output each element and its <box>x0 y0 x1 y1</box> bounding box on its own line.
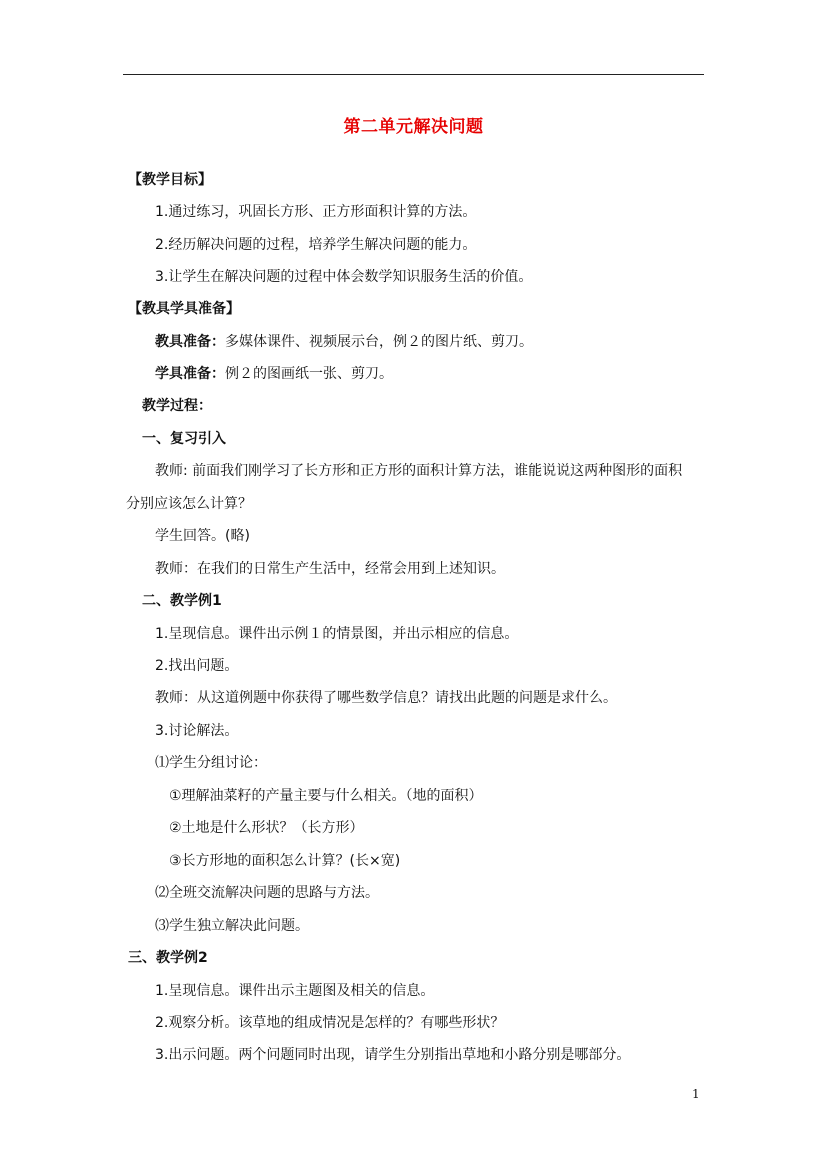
example-1-question-2: ②土地是什么形状？（长方形） <box>169 820 364 836</box>
objective-1: 1.通过练习，巩固长方形、正方形面积计算的方法。 <box>155 204 477 220</box>
example-1-sub-1: ⑴学生分组讨论： <box>155 755 267 771</box>
heading-example-1: 二、教学例1 <box>142 593 222 609</box>
heading-preparation: 【教具学具准备】 <box>128 301 240 317</box>
example-1-step-2: 2.找出问题。 <box>155 658 239 674</box>
page-number: 1 <box>692 1087 700 1101</box>
example-2-step-3: 3.出示问题。两个问题同时出现，请学生分别指出草地和小路分别是哪部分。 <box>155 1047 631 1063</box>
example-1-sub-2: ⑵全班交流解决问题的思路与方法。 <box>155 885 379 901</box>
student-preparation-text: 例２的图画纸一张、剪刀。 <box>225 366 393 382</box>
heading-objectives: 【教学目标】 <box>128 172 212 188</box>
heading-example-2: 三、教学例2 <box>128 950 208 966</box>
teacher-preparation-label: 教具准备： <box>155 334 225 350</box>
example-2-step-2: 2.观察分析。该草地的组成情况是怎样的？有哪些形状？ <box>155 1015 505 1031</box>
review-paragraph-3: 教师：在我们的日常生产生活中，经常会用到上述知识。 <box>155 561 505 577</box>
objective-2: 2.经历解决问题的过程，培养学生解决问题的能力。 <box>155 237 477 253</box>
example-1-step-3: 3.讨论解法。 <box>155 723 239 739</box>
review-paragraph-1-line-2: 分别应该怎么计算？ <box>126 496 252 512</box>
example-1-question-3: ③长方形地的面积怎么计算？(长×宽) <box>169 853 401 869</box>
example-1-sub-3: ⑶学生独立解决此问题。 <box>155 918 309 934</box>
heading-review: 一、复习引入 <box>142 431 226 447</box>
example-2-step-1: 1.呈现信息。课件出示主题图及相关的信息。 <box>155 983 435 999</box>
review-paragraph-2: 学生回答。(略) <box>155 528 250 544</box>
student-preparation <box>155 364 393 384</box>
heading-process: 教学过程： <box>142 398 212 414</box>
review-paragraph-1-line-1: 教师: 前面我们刚学习了长方形和正方形的面积计算方法，谁能说说这两种图形的面积 <box>155 463 683 479</box>
teacher-preparation-text: 多媒体课件、视频展示台，例２的图片纸、剪刀。 <box>225 334 533 350</box>
example-1-step-1: 1.呈现信息。课件出示例１的情景图，并出示相应的信息。 <box>155 626 519 642</box>
example-1-question-1: ①理解油菜籽的产量主要与什么相关。（地的面积） <box>169 788 483 804</box>
student-preparation-label: 学具准备： <box>155 366 225 382</box>
objective-3: 3.让学生在解决问题的过程中体会数学知识服务生活的价值。 <box>155 269 533 285</box>
page-title: 第二单元解决问题 <box>343 117 484 137</box>
example-1-step-2-teacher: 教师：从这道例题中你获得了哪些数学信息？请找出此题的问题是求什么。 <box>155 690 617 706</box>
teacher-preparation <box>155 332 533 352</box>
